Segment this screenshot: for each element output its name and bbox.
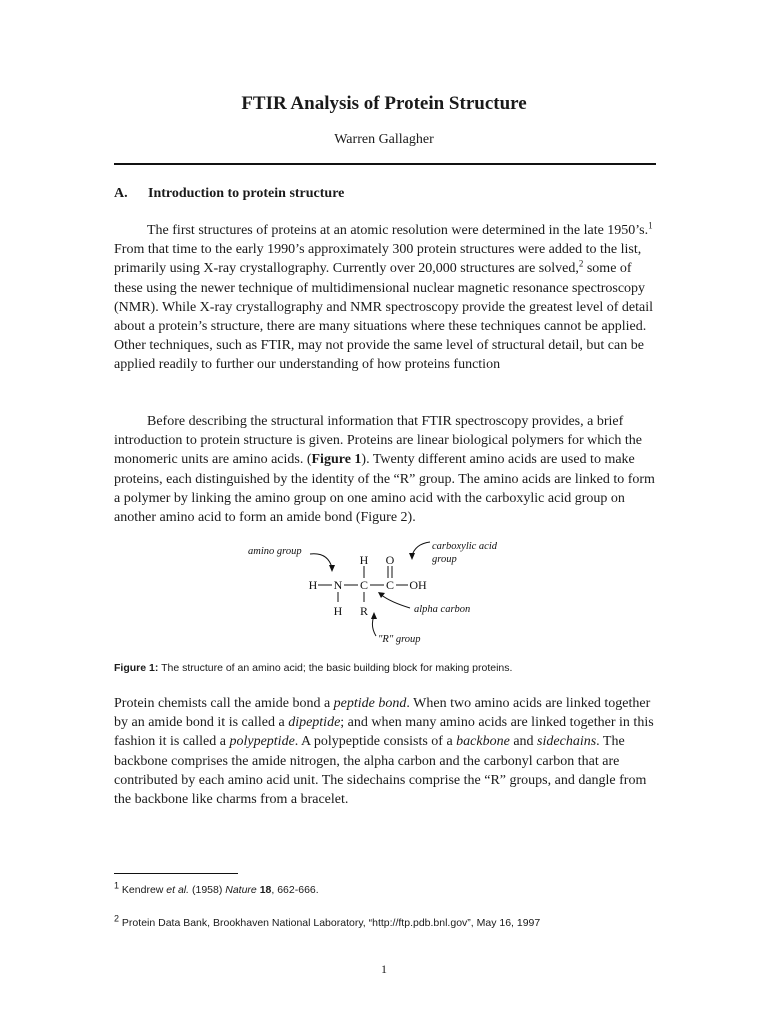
term-dipeptide: dipeptide <box>288 715 341 731</box>
atom-h-top: H <box>359 553 369 567</box>
footnote-divider <box>114 873 238 874</box>
text-run: Before describing the structural information that FTIR spectroscopy provides, a brief introduction to protein structure is given. Proteins are linear biological polymers for which the monomeric units are amino acids. ( <box>114 414 642 468</box>
label-alpha-carbon: alpha carbon <box>414 604 471 615</box>
footnote-ref-1: 1 <box>648 220 653 231</box>
term-backbone: backbone <box>456 734 510 750</box>
paragraph-intro <box>114 221 659 375</box>
footnote-ref-2: 2 <box>578 258 584 269</box>
atom-c-alpha: C <box>359 578 369 592</box>
paper-title: FTIR Analysis of Protein Structure <box>241 93 527 114</box>
section-heading <box>114 186 344 202</box>
label-carboxylic-group: group <box>432 554 457 565</box>
paragraph-structure <box>114 412 659 527</box>
label-r-group: "R" group <box>378 634 421 645</box>
atom-r: R <box>359 604 369 618</box>
term-peptide-bond: peptide bond <box>333 696 407 711</box>
text-run: ; and when many amino acids are linked together in this fashion it is called a <box>114 715 654 750</box>
volume-number: 18 <box>259 884 272 896</box>
atom-h-left: H <box>308 578 318 592</box>
text-run: and <box>509 734 538 750</box>
atom-h-bottom: H <box>333 604 343 618</box>
journal-name: Nature <box>225 884 257 896</box>
section-title: Introduction to protein structure <box>148 186 345 201</box>
title-divider <box>114 163 656 165</box>
label-carboxylic-acid: carboxylic acid <box>432 541 498 552</box>
text-run: Protein chemists call the amide bond a <box>114 696 334 711</box>
footnote-number: 1 <box>114 880 120 891</box>
caption-text: The structure of an amino acid; the basic building block for making proteins. <box>158 662 513 674</box>
text-run: The first structures of proteins at an atomic resolution were determined in the late 1950’s. <box>147 223 649 238</box>
footnote-2 <box>114 913 674 929</box>
text-run: From that time to the early 1990’s approximately 300 protein structures were added to the list, primarily using X-ray crystallography. Currently over 20,000 structures are solved, <box>114 242 642 277</box>
text-run: . The backbone comprises the amide nitrogen, the alpha carbon and the carbonyl carbon that are contributed by each amino acid unit. The sidechains comprise the “R” groups, and dangle from the backbone like charms from a bracelet. <box>114 734 647 808</box>
label-amino-group: amino group <box>248 546 302 557</box>
text-run: et al. <box>166 884 190 896</box>
amino-acid-figure <box>240 536 540 656</box>
text-run: (1958) <box>189 884 226 896</box>
atom-c-carbonyl: C <box>385 578 395 592</box>
term-polypeptide: polypeptide <box>229 734 295 750</box>
term-sidechains: sidechains <box>537 734 597 750</box>
atom-o-top: O <box>385 553 395 567</box>
figure-ref: Figure 1 <box>311 452 362 468</box>
text-run: ). Twenty different amino acids are used to make proteins, each distinguished by the identity of the “R” group. The amino acids are linked to form a polymer by linking the amino group on one amino acid with the carboxylic acid group on another amino acid to form an amide bond (Figure 2). <box>114 452 655 526</box>
section-number: A. <box>114 186 128 201</box>
text-run: . When two amino acids are linked together by an amide bond it is called a <box>114 696 651 731</box>
author-name: Warren Gallagher <box>334 132 434 147</box>
text-run: . A polypeptide consists of a <box>294 734 457 750</box>
text-run: Protein Data Bank, Brookhaven National Laboratory, “http://ftp.pdb.bnl.gov”, May 16, 1997 <box>119 917 541 929</box>
text-run: Kendrew <box>119 884 167 896</box>
atom-n: N <box>333 578 343 592</box>
figure-caption <box>114 662 674 674</box>
text-run: some of these using the newer technique of multidimensional nuclear magnetic resonance spectroscopy (NMR). While X-ray crystallography and NMR spectroscopy provide the greatest level of detail about a protein’s structure, there are many situations where these techniques cannot be applied. Other techniques, such as FTIR, may not provide the same level of structural detail, but can be applied readily to further our understanding of how proteins function <box>114 261 653 373</box>
footnote-number: 2 <box>114 913 120 924</box>
text-run: , 662-666. <box>271 884 319 896</box>
caption-label: Figure 1: <box>114 662 159 674</box>
paragraph-peptide <box>114 694 659 809</box>
page-number: 1 <box>381 962 387 976</box>
atom-oh: OH <box>409 578 427 592</box>
footnote-1 <box>114 880 674 896</box>
